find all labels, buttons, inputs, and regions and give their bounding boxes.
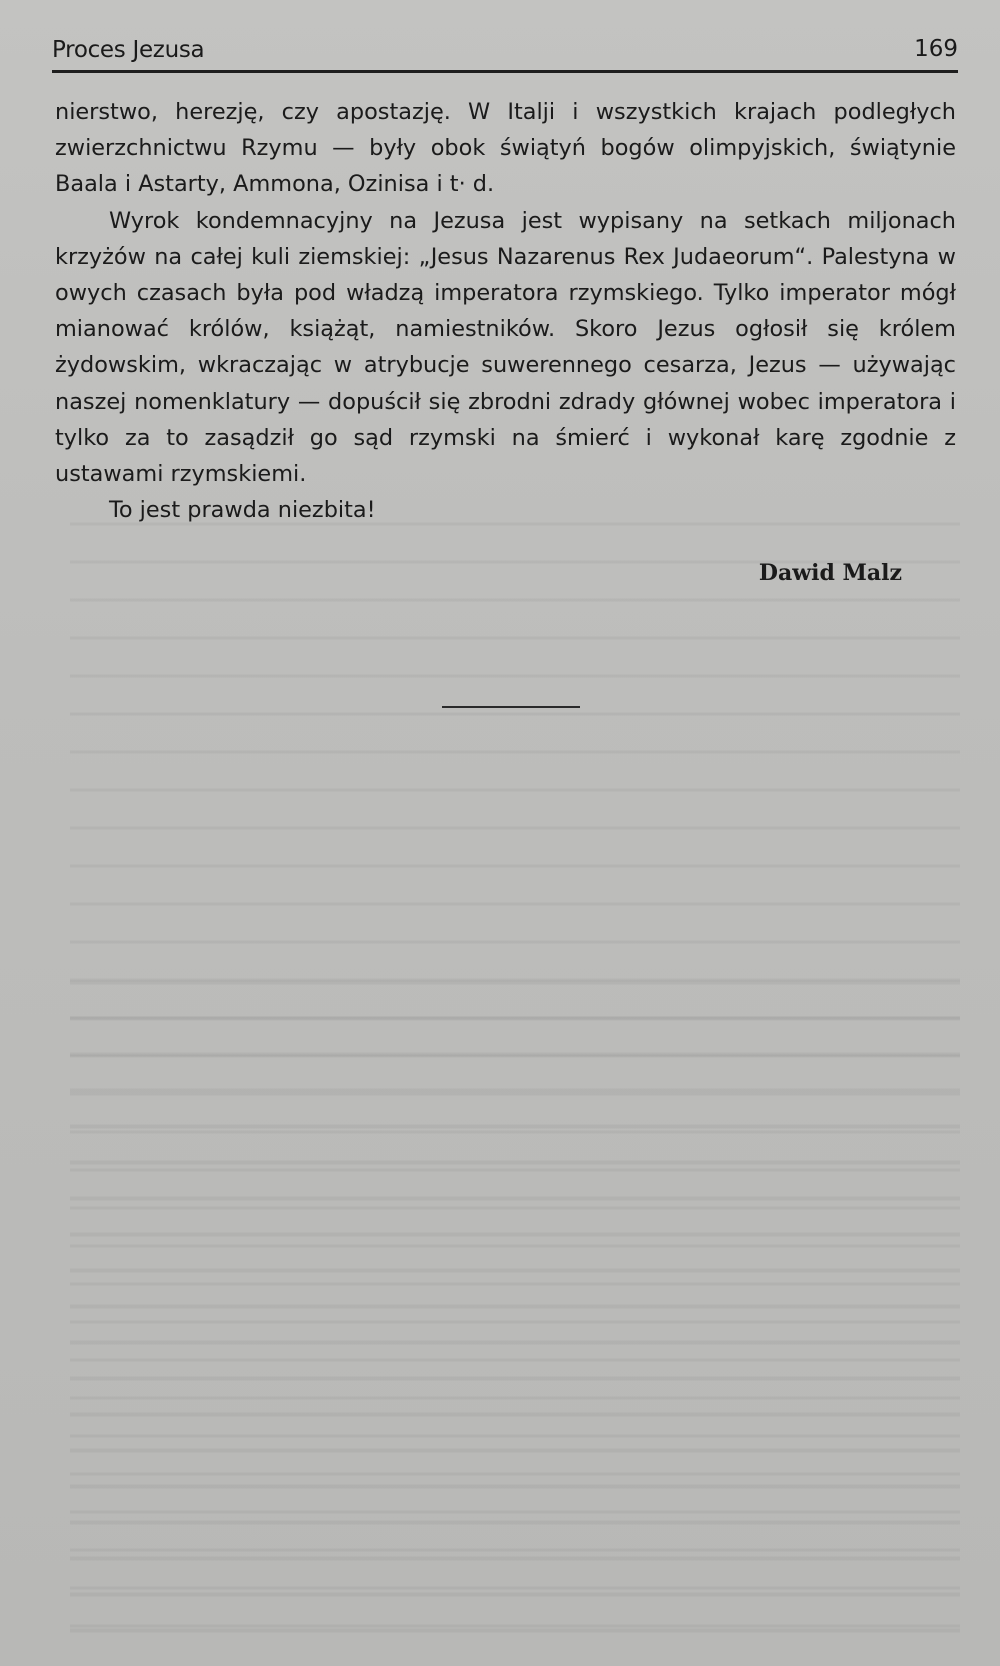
author-signature: Dawid Malz bbox=[758, 560, 902, 586]
article-body bbox=[55, 94, 956, 528]
paragraph-conclusion: To jest prawda niezbita! bbox=[109, 497, 376, 524]
running-header-title: Proces Jezusa bbox=[52, 37, 205, 63]
running-header bbox=[52, 34, 958, 74]
page-number: 169 bbox=[914, 36, 958, 62]
paragraph-verdict: Wyrok kondemnacyjny na Jezusa jest wypisany na setkach miljonach krzyżów na całej kuli ziemskiej: „Jesus Nazarenus Rex Judaeorum“. Palestyna w owych czasach była pod władzą imperatora rzymskiego. Tylko imperator mógł mianować królów, książąt, namiestników. Skoro Jezus ogłosił się królem żydowskim, wkraczając w atrybucje suwerennego cesarza, Jezus — używając naszej nomenklatury — dopuścił się zbrodni zdrady głównej wobec imperatora i tylko za to zasądził go sąd rzymski na śmierć i wykonał karę zgodnie z ustawami rzymskiemi. bbox=[55, 207, 956, 488]
paragraph-continuation: nierstwo, herezję, czy apostazję. W Italji i wszystkich krajach podległych zwierzchnictwu Rzymu — były obok świątyń bogów olimpyjskich, świątynie Baala i Astarty, Ammona, Ozinisa i t· d. bbox=[55, 99, 956, 198]
article-end-rule bbox=[442, 706, 580, 708]
header-rule bbox=[52, 70, 958, 73]
reverse-side-show-through bbox=[70, 500, 960, 1640]
reverse-side-show-through-lower bbox=[70, 960, 960, 1640]
